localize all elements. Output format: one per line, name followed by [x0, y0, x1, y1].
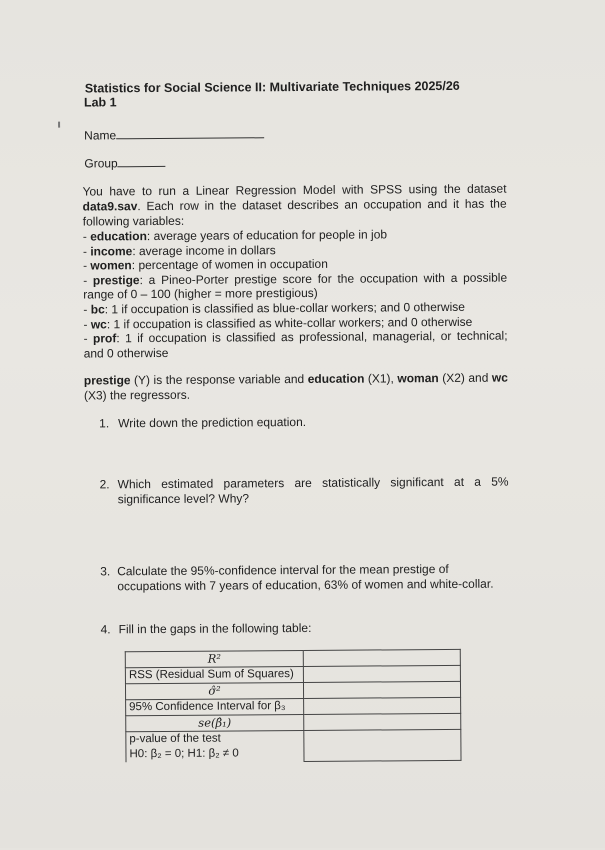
name-label: Name [84, 128, 117, 143]
group-blank-line[interactable] [118, 154, 166, 167]
bullet-dash: - [82, 244, 91, 259]
intro-text-before: You have to run a Linear Regression Model with SPSS using the dataset [82, 181, 507, 199]
table-label-ci-beta3: 95% Confidence Interval for β₃ [126, 698, 304, 715]
variable-name: education [90, 229, 147, 244]
bullet-dash: - [83, 302, 91, 317]
fill-in-table [125, 649, 462, 763]
dataset-name: data9.sav [82, 199, 138, 214]
regressor-x1: education [307, 371, 365, 386]
question-2: Which estimated parameters are statistically significant at a 5% significance level? Why? [117, 474, 509, 507]
question-4: Fill in the gaps in the following table: [118, 620, 312, 637]
group-field[interactable] [84, 154, 165, 172]
bullet-dash: - [82, 229, 91, 244]
table-answer-cell[interactable] [303, 649, 460, 666]
bullet-dash: - [83, 258, 91, 273]
question-number: 4. [100, 622, 111, 637]
variable-name: prof [92, 331, 117, 346]
response-text: (X2) and [438, 370, 492, 386]
table-label-rss: RSS (Residual Sum of Squares) [125, 666, 303, 683]
table-answer-cell[interactable] [303, 665, 460, 682]
question-number: 3. [100, 564, 111, 579]
variable-name: wc [90, 316, 107, 332]
variable-list [83, 227, 508, 361]
variable-desc: : 1 if occupation is classified as blue-collar workers; and 0 otherwise [104, 299, 465, 317]
variable-name: prestige [92, 272, 140, 288]
regressor-x2: woman [397, 371, 439, 386]
variable-desc: : 1 if occupation is classified as professional, managerial, or technical; and 0 otherwise [83, 328, 508, 361]
page-mark [58, 122, 60, 128]
name-blank-line[interactable] [116, 125, 264, 139]
variable-name: women [90, 258, 132, 273]
variable-desc: : percentage of women in occupation [131, 256, 328, 273]
question-number: 2. [99, 477, 110, 492]
table-row [126, 729, 461, 762]
p-value-line-1: p-value of the test [129, 732, 221, 746]
variable-desc: : average income in dollars [132, 242, 276, 258]
table-label-se-beta1: se(β̂₁) [126, 714, 304, 731]
intro-text-after: . Each row in the dataset describes an occupation and it has the following variables: [82, 196, 507, 229]
lab-subtitle: Lab 1 [83, 95, 117, 110]
bullet-dash: - [83, 273, 93, 288]
name-field[interactable] [84, 125, 264, 143]
variable-desc: : a Pineo-Porter prestige score for the occupation with a possible range of 0 – 100 (higher = more prestigious) [83, 270, 508, 302]
response-text: (X1), [364, 371, 398, 386]
question-3: Calculate the 95%-confidence interval for the mean prestige of occupations with 7 years of education, 63% of women and white-collar. [117, 561, 494, 594]
variable-item [83, 270, 507, 302]
p-value-line-2: H0: β₂ = 0; H1: β₂ ≠ 0 [129, 747, 239, 761]
response-variable: prestige [83, 373, 131, 388]
table-answer-cell[interactable] [303, 681, 460, 698]
variable-name: income [90, 243, 133, 259]
variable-desc: : 1 if occupation is classified as white-collar workers; and 0 otherwise [106, 314, 473, 331]
question-1: Write down the prediction equation. [118, 414, 307, 431]
table-answer-cell[interactable] [304, 697, 461, 714]
question-number: 1. [99, 416, 110, 431]
variable-name: bc [90, 302, 105, 317]
table-answer-cell[interactable] [304, 729, 461, 761]
page-title: Statistics for Social Science II: Multivariate Techniques 2025/26 [84, 78, 460, 96]
response-text: (X3) the regressors. [83, 387, 191, 403]
response-statement [84, 371, 508, 404]
bullet-dash: - [83, 331, 94, 346]
variable-item [84, 329, 508, 361]
response-text: (Y) is the response variable and [130, 371, 308, 388]
regressor-x3: wc [491, 370, 508, 385]
table-label-sigma-hat-squared: σ̂² [125, 682, 303, 699]
intro-paragraph [82, 182, 506, 230]
table-answer-cell[interactable] [304, 713, 461, 730]
group-label: Group [84, 156, 118, 171]
table-label-p-value [126, 730, 304, 762]
variable-desc: : average years of education for people in job [146, 227, 388, 244]
table-label-r-squared: R² [125, 650, 303, 667]
bullet-dash: - [83, 317, 91, 332]
